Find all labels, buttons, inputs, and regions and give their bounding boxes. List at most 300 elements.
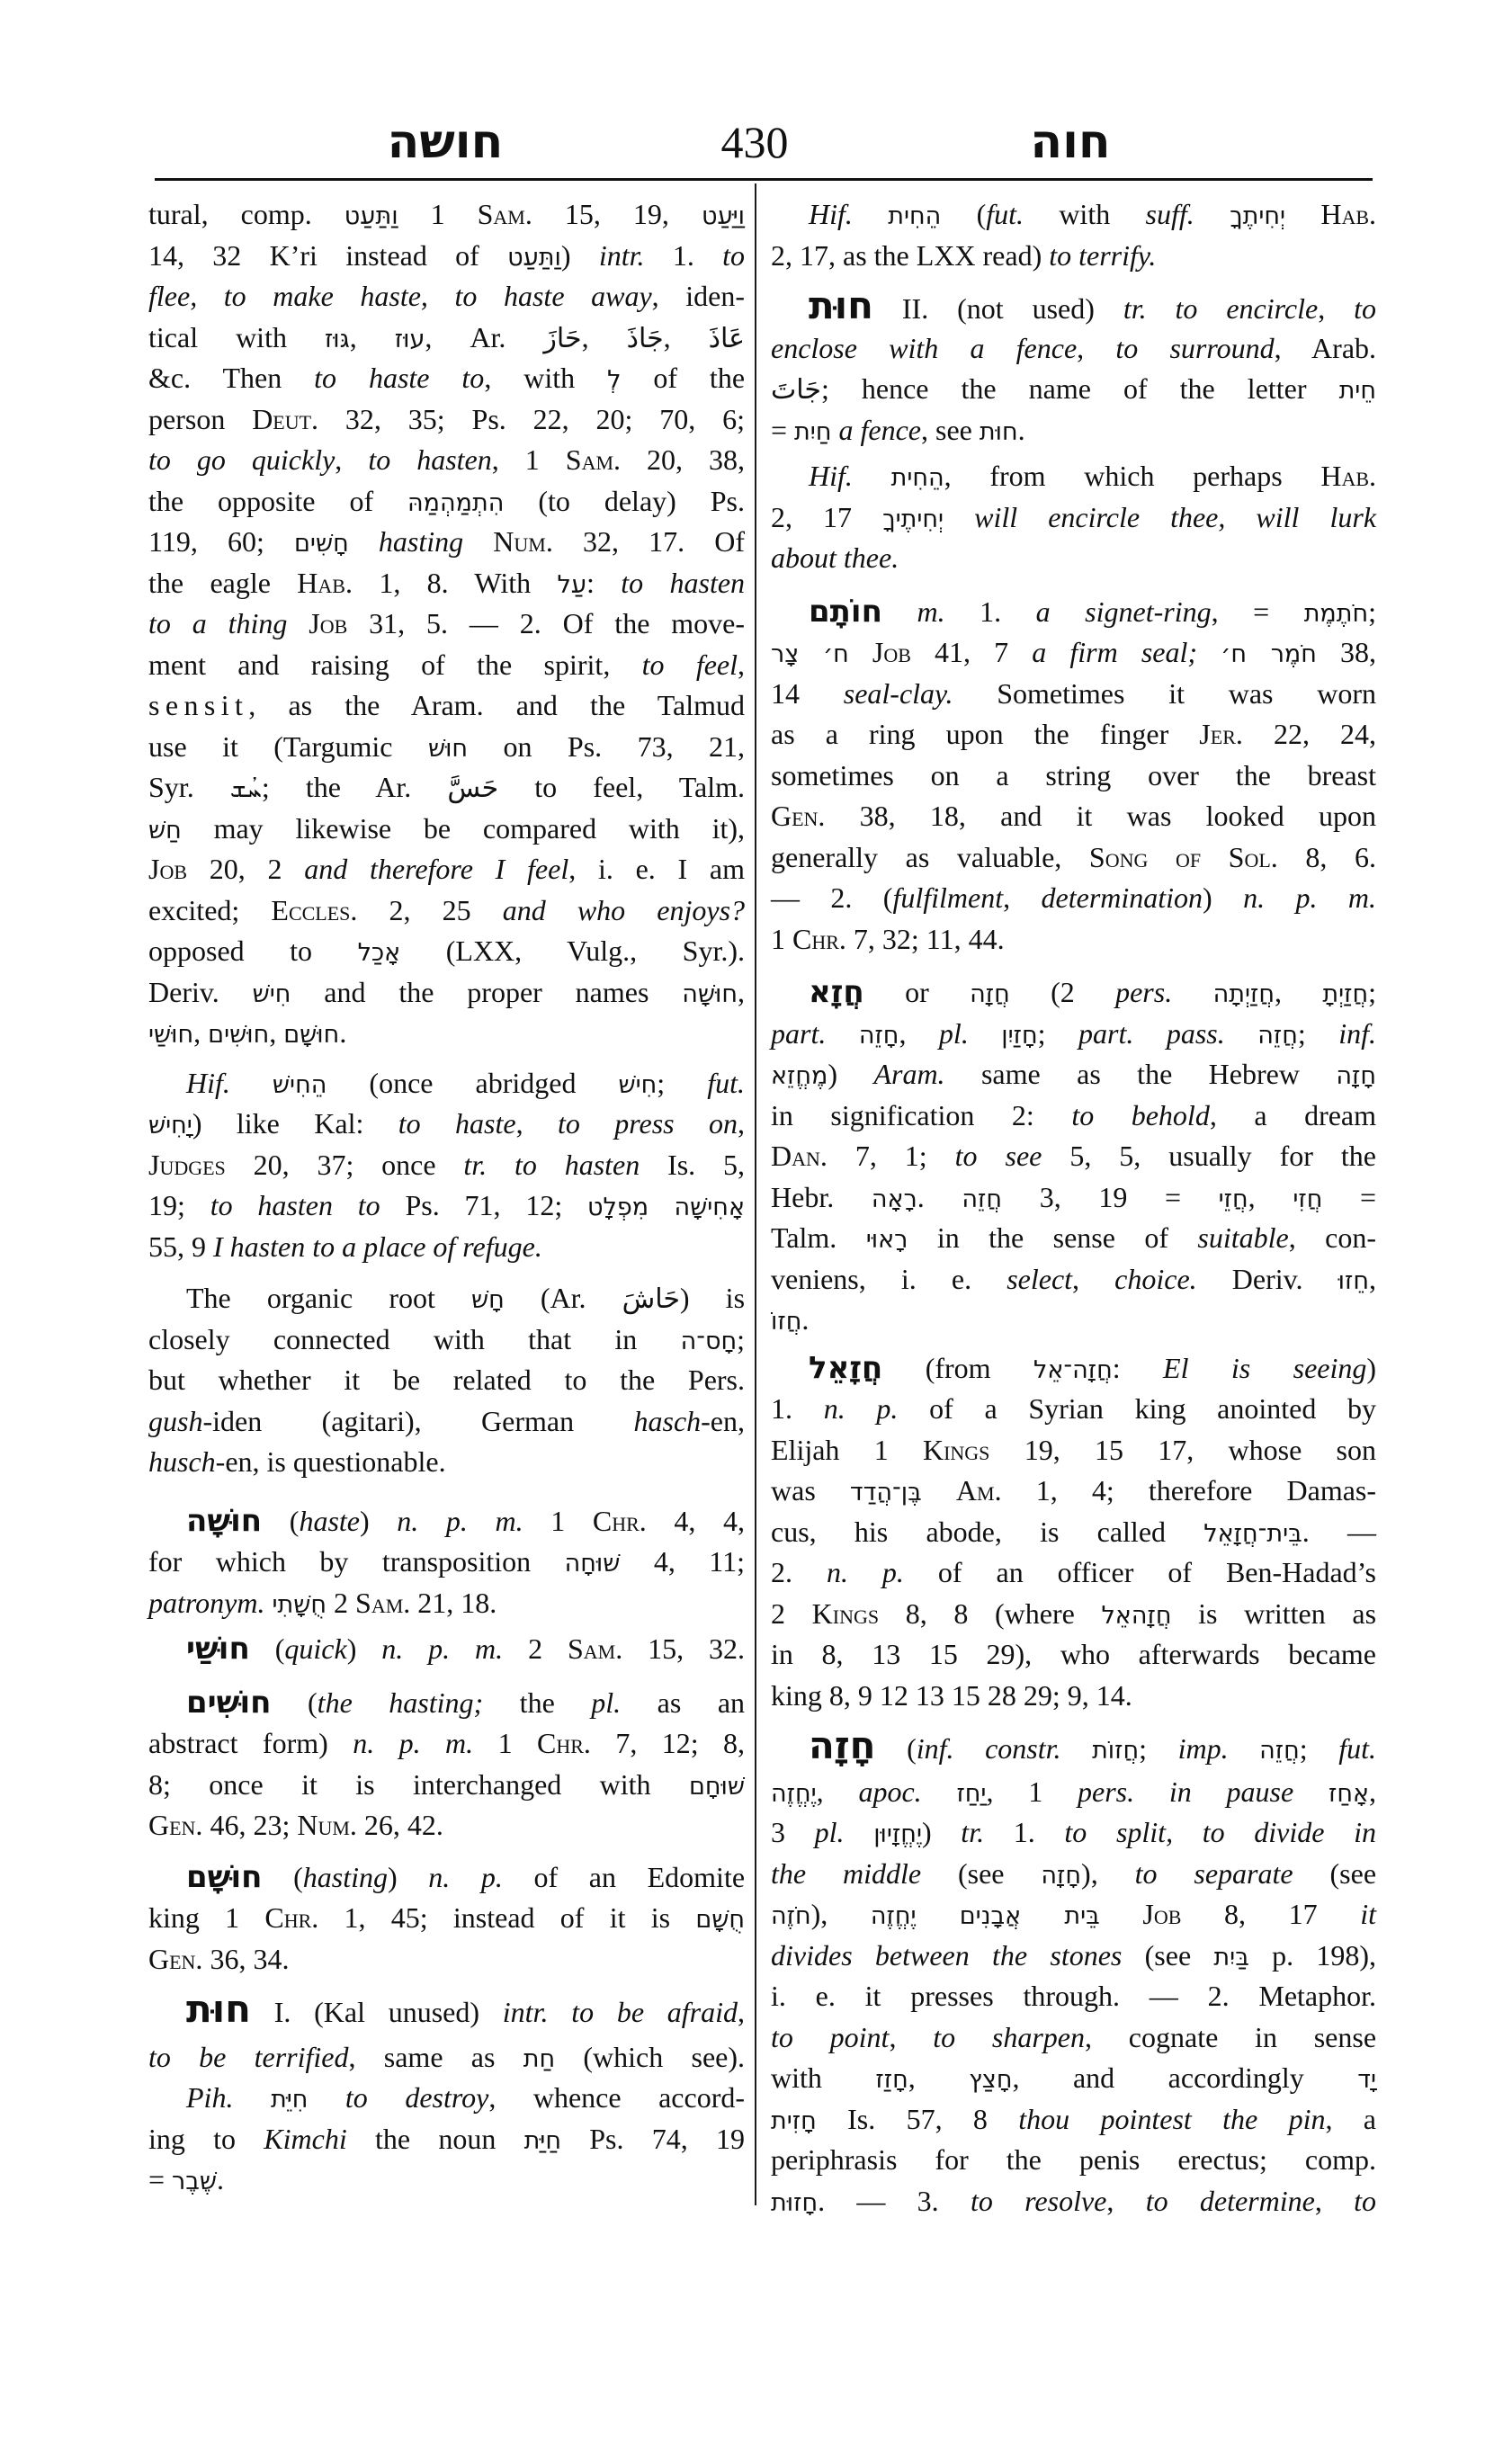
roman-text: 31, 5. — 2. Of the move- bbox=[347, 607, 746, 639]
roman-text: Elijah 1 bbox=[771, 1433, 923, 1466]
roman-text: -en, is questionable. bbox=[215, 1445, 446, 1478]
roman-text: , bbox=[1003, 881, 1042, 914]
arabic-word: حَاشَ bbox=[622, 1283, 680, 1315]
italic-text: to bbox=[1354, 292, 1377, 325]
text-line bbox=[148, 1442, 745, 1483]
roman-text bbox=[1194, 198, 1230, 230]
roman-text: , con- bbox=[1288, 1221, 1377, 1254]
text-line bbox=[771, 1634, 1376, 1676]
roman-text: : bbox=[1112, 1351, 1164, 1384]
roman-text: tural, comp. bbox=[148, 198, 344, 230]
roman-text: Deriv. bbox=[1196, 1262, 1338, 1295]
roman-text: with bbox=[1024, 198, 1146, 230]
hebrew-word: לְ bbox=[607, 366, 622, 394]
smallcaps-reference: Job bbox=[309, 607, 348, 639]
roman-text: , and accordingly bbox=[1012, 2061, 1358, 2094]
roman-text: : bbox=[586, 566, 622, 599]
italic-text: hasch bbox=[633, 1404, 702, 1437]
smallcaps-reference: Sam. bbox=[355, 1586, 411, 1619]
hebrew-word: וַיַּעַט bbox=[701, 202, 746, 230]
italic-text: pl. bbox=[938, 1016, 969, 1050]
italic-text: n. p. m. bbox=[353, 1727, 474, 1759]
roman-text: , bbox=[1077, 331, 1116, 364]
hebrew-word: חִיֵּת bbox=[270, 2086, 309, 2114]
roman-text: ; bbox=[1297, 1016, 1339, 1050]
hebrew-word: שׁוּחָם bbox=[688, 1772, 745, 1801]
arabic-word: حَازَ bbox=[543, 322, 582, 354]
text-line bbox=[148, 727, 745, 768]
roman-text: 3 bbox=[771, 1816, 815, 1848]
smallcaps-reference: Jer. bbox=[1199, 718, 1243, 750]
roman-text: , bbox=[816, 1775, 859, 1808]
text-line bbox=[148, 1013, 745, 1054]
text-line bbox=[771, 1552, 1376, 1594]
italic-text: choice. bbox=[1114, 1262, 1197, 1295]
smallcaps-reference: Job bbox=[148, 853, 188, 885]
hebrew-word: בֶּן־הֲדַד bbox=[849, 1479, 922, 1507]
roman-text bbox=[922, 1775, 957, 1808]
italic-text: inf. bbox=[1338, 1016, 1376, 1050]
roman-text: 8, 17 bbox=[1181, 1898, 1361, 1930]
roman-text: , see bbox=[920, 413, 980, 446]
roman-text: ), bbox=[810, 1898, 871, 1930]
smallcaps-reference: Chr. bbox=[537, 1727, 591, 1759]
roman-text: ), bbox=[1081, 1856, 1135, 1890]
roman-text: (see bbox=[921, 1856, 1042, 1890]
text-line bbox=[148, 1723, 745, 1765]
roman-text: ( bbox=[875, 1732, 917, 1765]
roman-text: ) like Kal: bbox=[192, 1107, 398, 1140]
roman-text: ; bbox=[1299, 1732, 1339, 1765]
roman-text: 20, 37; once bbox=[225, 1148, 464, 1181]
roman-text: 22, 24, bbox=[1242, 718, 1377, 750]
roman-text: opposed to bbox=[148, 934, 358, 967]
column-divider bbox=[755, 183, 756, 2205]
text-line bbox=[148, 1063, 745, 1104]
roman-text: , bbox=[738, 648, 746, 681]
roman-text: ) bbox=[1203, 881, 1244, 914]
hebrew-word: חַשׁ bbox=[148, 816, 182, 845]
hebrew-word: הִתְמַהְמַהּ bbox=[407, 488, 505, 517]
hebrew-word: חֵית bbox=[1338, 377, 1376, 405]
italic-text: Pih. bbox=[186, 2081, 234, 2114]
roman-text: 7, 32; 11, 44. bbox=[845, 922, 1005, 955]
text-line bbox=[148, 1185, 745, 1227]
roman-text: ) bbox=[560, 238, 599, 272]
smallcaps-reference: Sam. bbox=[567, 1632, 623, 1665]
italic-text: pers. bbox=[1115, 976, 1173, 1008]
text-line bbox=[148, 2119, 745, 2160]
roman-text bbox=[922, 1474, 956, 1507]
roman-text: , bbox=[1274, 976, 1323, 1008]
text-line bbox=[148, 1683, 745, 1724]
roman-text: 1. bbox=[984, 1816, 1065, 1848]
text-line bbox=[771, 1259, 1376, 1301]
roman-text: , bbox=[663, 320, 709, 353]
italic-text: pl. bbox=[591, 1685, 622, 1719]
roman-text: The organic root bbox=[186, 1282, 471, 1314]
italic-text: husch bbox=[148, 1445, 216, 1478]
italic-text: fut. bbox=[986, 198, 1024, 230]
text-line bbox=[771, 1772, 1376, 1813]
italic-text: hasting bbox=[378, 525, 464, 558]
italic-text: suff. bbox=[1145, 198, 1194, 230]
roman-text: 4, 11; bbox=[620, 1545, 746, 1578]
smallcaps-reference: Chr. bbox=[792, 922, 846, 955]
roman-text: , bbox=[193, 1016, 209, 1049]
roman-text: excited; bbox=[148, 893, 272, 926]
text-line bbox=[148, 849, 745, 890]
roman-text: II. (not used) bbox=[872, 292, 1123, 325]
roman-text: ) bbox=[1366, 1351, 1377, 1384]
roman-text: Is. 5, bbox=[640, 1148, 745, 1181]
spaced-text: sensit bbox=[148, 689, 249, 721]
text-line bbox=[771, 328, 1376, 370]
italic-text: the hasting; bbox=[317, 1685, 484, 1719]
running-head-left: חושה bbox=[387, 115, 504, 169]
hebrew-word: חֲזִי bbox=[1293, 1185, 1323, 1213]
roman-text: ) bbox=[828, 1058, 874, 1090]
text-line bbox=[148, 276, 745, 317]
smallcaps-reference: Deut. bbox=[252, 402, 319, 435]
text-line bbox=[148, 1987, 746, 2032]
hebrew-word: חִישׁ bbox=[618, 1070, 658, 1099]
italic-text: to hasten bbox=[368, 443, 492, 476]
hebrew-headword: חֲזָאֵל bbox=[809, 1349, 883, 1386]
hebrew-word: חָשִׁים bbox=[294, 530, 349, 558]
text-line bbox=[148, 809, 745, 850]
hebrew-word: בַּיִת bbox=[1213, 1943, 1249, 1972]
roman-text: 1, 8. With bbox=[352, 566, 558, 599]
roman-text: of a Syrian king anointed by bbox=[898, 1392, 1377, 1425]
roman-text: 3, 19 = bbox=[1002, 1180, 1219, 1213]
hebrew-headword: חוּשַׁי bbox=[186, 1631, 250, 1667]
roman-text: , bbox=[269, 1016, 284, 1049]
text-line bbox=[771, 1218, 1376, 1259]
hebrew-word: חֲזַיְתָה bbox=[1212, 980, 1275, 1008]
text-line bbox=[148, 1765, 745, 1806]
text-line bbox=[148, 317, 745, 359]
roman-text: and the proper names bbox=[291, 975, 683, 1008]
roman-text: (Ar. bbox=[504, 1282, 622, 1314]
roman-text: , a bbox=[1325, 2102, 1377, 2135]
running-head-right: חוה bbox=[1030, 115, 1111, 169]
roman-text: 38, bbox=[1316, 636, 1377, 668]
hebrew-word: חֲזֵי bbox=[1218, 1185, 1248, 1213]
roman-text: (see bbox=[1122, 1938, 1214, 1972]
hebrew-word: חָזָה bbox=[1041, 1861, 1082, 1890]
italic-text: to bbox=[722, 238, 745, 272]
italic-text: seal-clay. bbox=[843, 676, 953, 710]
roman-text: 8; once it is interchanged with bbox=[148, 1767, 689, 1801]
italic-text: gush bbox=[148, 1404, 203, 1437]
roman-text: 46, 23; bbox=[202, 1809, 298, 1841]
syriac-word: ܚܳܫ bbox=[229, 773, 262, 803]
italic-text: n. p. m. bbox=[381, 1632, 504, 1665]
roman-text bbox=[349, 525, 379, 558]
text-line bbox=[771, 2181, 1376, 2222]
italic-text: to hasten to bbox=[210, 1189, 380, 1221]
roman-text: . — 3. bbox=[818, 2184, 971, 2217]
roman-text bbox=[308, 2081, 345, 2114]
hebrew-word: עַל bbox=[557, 570, 586, 599]
roman-text: 19; bbox=[148, 1189, 210, 1221]
hebrew-word: וַתַּעַט bbox=[344, 202, 398, 230]
roman-text: generally as valuable, bbox=[771, 840, 1089, 873]
roman-text: 19, 15 17, whose son bbox=[989, 1433, 1377, 1466]
hebrew-word: אָחִישָׁה מִפְלָט bbox=[587, 1194, 745, 1221]
hebrew-word: מֶחֱזֵא bbox=[771, 1062, 828, 1090]
hebrew-headword: חוּשִׁים bbox=[186, 1684, 272, 1721]
roman-text: Ps. 71, 12; bbox=[380, 1189, 588, 1221]
roman-text: i. e. it presses through. — 2. Metaphor. bbox=[771, 1980, 1376, 2012]
hebrew-headword: חוּת bbox=[186, 1987, 251, 2031]
hebrew-word: חָזַיִן bbox=[1001, 1021, 1038, 1050]
roman-text: (once abridged bbox=[327, 1066, 619, 1099]
text-line bbox=[148, 604, 745, 645]
italic-text: n. p. bbox=[428, 1860, 503, 1893]
italic-text: to surround bbox=[1115, 331, 1275, 364]
text-line bbox=[148, 1542, 745, 1583]
roman-text: 32, 35; Ps. 22, 20; 70, 6; bbox=[318, 402, 746, 435]
text-line bbox=[771, 674, 1376, 715]
text-line bbox=[148, 1898, 745, 1939]
roman-text: 1 bbox=[771, 922, 792, 955]
italic-text: it bbox=[1360, 1898, 1376, 1930]
roman-text: of an Edomite bbox=[502, 1860, 746, 1893]
italic-text: apoc. bbox=[858, 1775, 922, 1808]
text-line bbox=[771, 2099, 1376, 2141]
roman-text: 38, 18, and it was looked upon bbox=[825, 800, 1376, 832]
roman-text bbox=[1061, 1732, 1093, 1765]
italic-text: intr. bbox=[598, 238, 645, 272]
roman-text: Syr. bbox=[148, 771, 230, 803]
text-line bbox=[148, 645, 745, 686]
text-line bbox=[771, 369, 1376, 410]
italic-text: Kimchi bbox=[264, 2122, 347, 2155]
italic-text: tr. to encircle bbox=[1123, 292, 1319, 325]
hebrew-word: חֲזָה bbox=[970, 980, 1010, 1008]
roman-text: , Ar. bbox=[425, 320, 544, 353]
roman-text: = bbox=[148, 2163, 173, 2195]
roman-text: , bbox=[1314, 2184, 1355, 2217]
italic-text: haste bbox=[299, 1504, 360, 1537]
roman-text: of an officer of Ben-Hadad’s bbox=[903, 1556, 1377, 1588]
italic-text: determination bbox=[1041, 881, 1203, 914]
hebrew-word: הֵחִישׁ bbox=[272, 1070, 327, 1099]
hebrew-word: יֶחֱזָיוּן bbox=[873, 1820, 922, 1848]
roman-text: ( bbox=[262, 1504, 300, 1537]
hebrew-word: אָכַל bbox=[357, 939, 401, 967]
roman-text bbox=[1225, 1017, 1257, 1050]
roman-text: Deriv. bbox=[148, 975, 253, 1008]
roman-text: p. 198), bbox=[1248, 1938, 1377, 1972]
hebrew-word: חֻשָׁם bbox=[695, 1906, 746, 1934]
italic-text: n. p. m. bbox=[397, 1504, 523, 1537]
italic-text: a fence bbox=[838, 413, 921, 446]
hebrew-word: חוּשָׁם bbox=[283, 1021, 340, 1049]
italic-text: to go quickly bbox=[148, 443, 336, 476]
roman-text: ; the Ar. bbox=[261, 771, 448, 803]
text-line bbox=[148, 1278, 745, 1319]
hebrew-word: חֹמֶר ח׳ bbox=[1221, 640, 1317, 668]
italic-text: to terrify. bbox=[1049, 238, 1157, 272]
hebrew-word: בֵּית־חֲזָאֵל bbox=[1203, 1519, 1302, 1548]
smallcaps-reference: Gen. bbox=[148, 1809, 203, 1841]
text-line bbox=[771, 919, 1376, 961]
hebrew-word: חֹזֶה bbox=[771, 1902, 811, 1930]
italic-text: to haste bbox=[398, 1107, 516, 1140]
text-line bbox=[148, 2037, 745, 2079]
text-line bbox=[771, 538, 1376, 579]
italic-text: tr. bbox=[961, 1816, 985, 1848]
hebrew-word: חָזֵה bbox=[858, 1021, 899, 1050]
roman-text: , iden- bbox=[651, 280, 746, 312]
roman-text: 1. bbox=[771, 1392, 824, 1425]
italic-text: about thee. bbox=[771, 541, 899, 574]
italic-text: I hasten to a place of refuge. bbox=[213, 1229, 542, 1263]
italic-text: and who enjoys? bbox=[502, 893, 746, 926]
text-line bbox=[771, 1054, 1376, 1095]
italic-text: to a thing bbox=[148, 607, 288, 639]
hebrew-word: חֲזוֹת bbox=[1092, 1737, 1140, 1765]
roman-text: , cognate in sense bbox=[1085, 2020, 1377, 2053]
text-line bbox=[771, 1894, 1376, 1936]
roman-text: as a ring upon the finger bbox=[771, 718, 1200, 750]
roman-text: 7, 12; 8, bbox=[590, 1727, 746, 1759]
smallcaps-reference: Sam. bbox=[565, 443, 622, 476]
hebrew-word: יָד bbox=[1357, 2066, 1376, 2094]
italic-text: divides between the stones bbox=[771, 1938, 1123, 1972]
roman-text: 14 bbox=[771, 676, 844, 710]
text-line bbox=[148, 1629, 745, 1670]
text-line bbox=[771, 1812, 1376, 1854]
roman-text: ( bbox=[271, 1685, 318, 1719]
roman-text bbox=[287, 607, 309, 639]
hebrew-word: חוּשָׁה bbox=[682, 979, 738, 1008]
hebrew-word: חָזוּת bbox=[771, 2188, 819, 2217]
text-line bbox=[148, 1501, 745, 1542]
smallcaps-reference: Sam. bbox=[477, 198, 532, 230]
smallcaps-reference: Dan. bbox=[771, 1140, 828, 1172]
roman-text: to feel, Talm. bbox=[498, 771, 746, 803]
roman-text: or bbox=[863, 976, 971, 1008]
italic-text: to press on bbox=[557, 1107, 738, 1140]
text-line bbox=[148, 563, 745, 604]
roman-text: but whether it be related to the Pers. bbox=[148, 1364, 745, 1396]
roman-text: 2, 25 bbox=[357, 893, 503, 926]
hebrew-word: חֲזֵה bbox=[1259, 1737, 1300, 1765]
roman-text: , = bbox=[1211, 595, 1304, 628]
hebrew-word: הֵחִית bbox=[890, 464, 944, 492]
italic-text: pers. in pause bbox=[1078, 1775, 1294, 1808]
italic-text: patronym. bbox=[148, 1586, 265, 1619]
hebrew-word: יַחַז bbox=[956, 1779, 987, 1808]
roman-text: ; bbox=[657, 1066, 708, 1099]
text-line bbox=[148, 358, 745, 399]
hebrew-headword: חֲזָא bbox=[809, 974, 864, 1010]
roman-text: , bbox=[738, 1107, 746, 1140]
italic-text: to hasten bbox=[621, 566, 746, 599]
italic-text: fut. bbox=[707, 1066, 745, 1099]
right-column bbox=[771, 194, 1376, 2222]
roman-text: . bbox=[217, 2163, 225, 2195]
roman-text: . bbox=[1017, 413, 1025, 446]
hebrew-word: בֵּית אֲבָנִים יֶחֱזֶה bbox=[870, 1902, 1100, 1930]
roman-text: , Arab. bbox=[1274, 331, 1377, 364]
text-line bbox=[148, 2078, 745, 2119]
text-line bbox=[771, 1177, 1376, 1219]
roman-text: with bbox=[771, 2061, 876, 2094]
roman-text: 20, 38, bbox=[621, 443, 746, 476]
hebrew-word: חַת bbox=[523, 2044, 556, 2073]
hebrew-word: חָזַז bbox=[875, 2066, 908, 2094]
roman-text: ) bbox=[921, 1816, 962, 1848]
arabic-word: جَاذَ bbox=[626, 322, 664, 354]
hebrew-word: הֵחִית bbox=[888, 202, 942, 230]
roman-text: 2. bbox=[771, 1556, 827, 1588]
italic-text: part. pass. bbox=[1078, 1016, 1225, 1050]
text-line bbox=[771, 194, 1376, 236]
text-line bbox=[148, 2159, 745, 2201]
roman-text: person bbox=[148, 402, 253, 435]
roman-text: ) bbox=[346, 1632, 382, 1665]
roman-text: 2 bbox=[771, 1596, 812, 1630]
roman-text: , with bbox=[484, 362, 608, 394]
roman-text: Talm. bbox=[771, 1221, 866, 1254]
roman-text: 7, 1; bbox=[827, 1140, 955, 1172]
roman-text: , as the Aram. and the Talmud bbox=[248, 689, 745, 721]
italic-text: and therefore I feel bbox=[304, 853, 569, 885]
text-line bbox=[148, 399, 745, 441]
hebrew-word: חָזִית bbox=[771, 2106, 817, 2135]
hebrew-headword: חָזָה bbox=[809, 1723, 876, 1767]
italic-text: to behold bbox=[1071, 1098, 1210, 1131]
text-line bbox=[771, 410, 1376, 452]
roman-text: Ps. 74, 19 bbox=[561, 2122, 745, 2155]
roman-text: ( bbox=[249, 1632, 285, 1665]
roman-text: (LXX, Vulg., Syr.). bbox=[400, 934, 746, 967]
roman-text: . bbox=[801, 1303, 810, 1336]
roman-text bbox=[1100, 1898, 1143, 1930]
smallcaps-reference: Chr. bbox=[264, 1901, 319, 1934]
roman-text: 1. bbox=[944, 595, 1036, 628]
roman-text: , bbox=[515, 1107, 558, 1140]
roman-text: the bbox=[483, 1685, 592, 1719]
roman-text: 1 bbox=[523, 1504, 593, 1537]
hebrew-word: גּוּז bbox=[324, 325, 350, 353]
text-line bbox=[148, 1104, 745, 1145]
left-column bbox=[148, 194, 745, 2201]
roman-text: , bbox=[889, 2020, 934, 2053]
text-line bbox=[148, 194, 745, 236]
text-line bbox=[771, 1936, 1376, 1977]
roman-text: cus, his abode, is called bbox=[771, 1515, 1204, 1548]
text-line bbox=[771, 1512, 1376, 1553]
hebrew-word: חִישׁ bbox=[252, 979, 291, 1008]
italic-text: Aram. bbox=[873, 1058, 945, 1090]
text-line bbox=[148, 522, 745, 563]
roman-text: , bbox=[1318, 292, 1355, 325]
roman-text: ) is bbox=[679, 1282, 746, 1314]
roman-text: 41, 7 bbox=[910, 636, 1033, 668]
hebrew-word: חָזָה bbox=[1336, 1062, 1376, 1090]
roman-text bbox=[882, 595, 917, 628]
roman-text: tical with bbox=[148, 320, 325, 353]
roman-text: , bbox=[1072, 1262, 1115, 1295]
roman-text: 2, 17 bbox=[771, 500, 883, 533]
text-line bbox=[771, 1300, 1376, 1341]
